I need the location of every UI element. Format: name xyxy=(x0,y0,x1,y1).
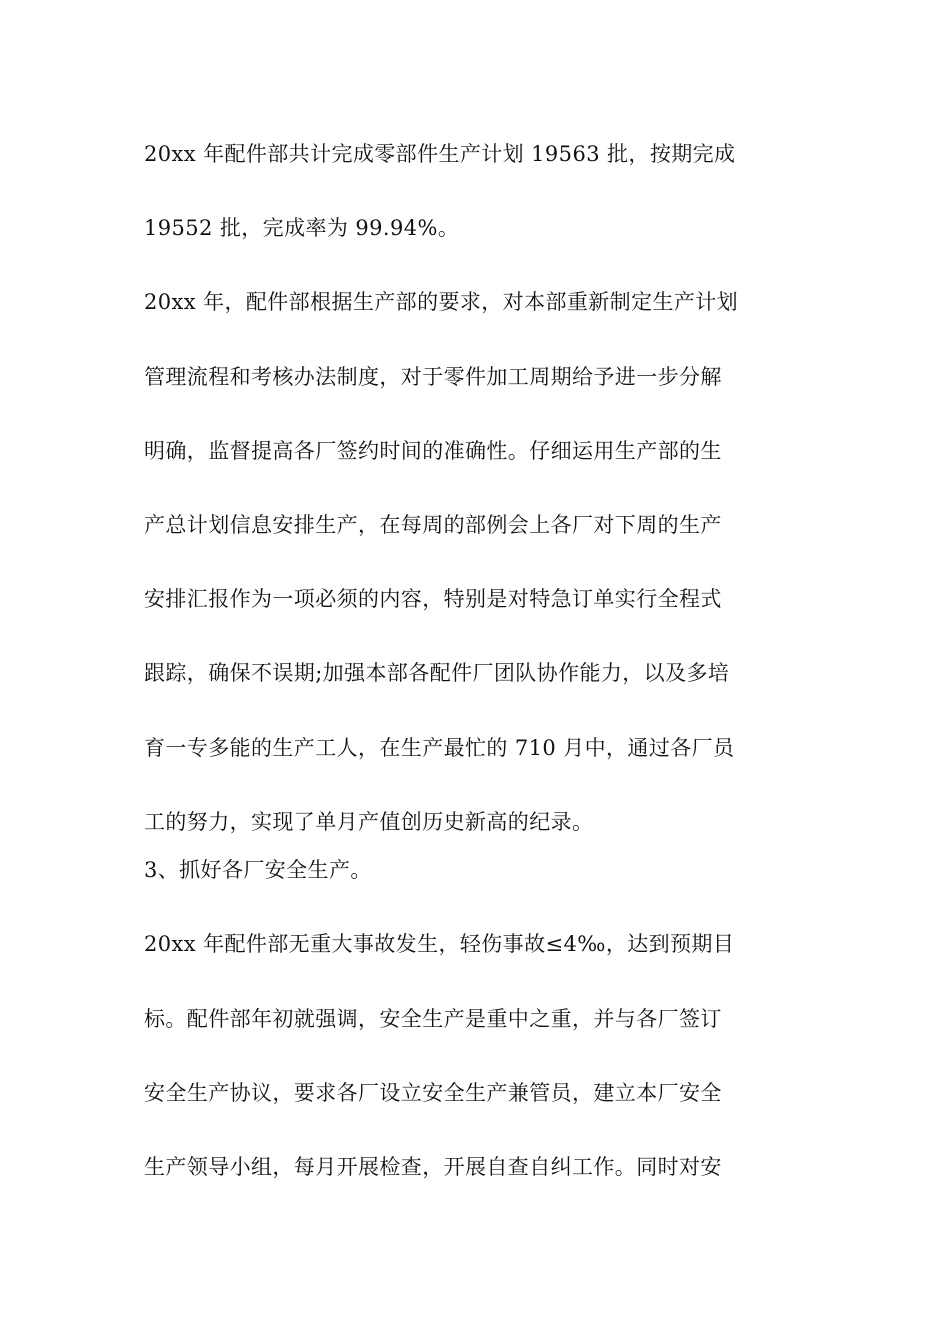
text-line: 明确，监督提高各厂签约时间的准确性。仔细运用生产部的生 xyxy=(144,439,722,463)
text-line: 跟踪，确保不误期;加强本部各配件厂团队协作能力，以及多培 xyxy=(144,661,730,685)
text-line: 标。配件部年初就强调，安全生产是重中之重，并与各厂签订 xyxy=(144,1007,722,1031)
text-line: 安排汇报作为一项必须的内容，特别是对特急订单实行全程式 xyxy=(144,587,722,611)
text-line: 生产领导小组，每月开展检查，开展自查自纠工作。同时对安 xyxy=(144,1155,722,1179)
text-line: 19552 批，完成率为 99.94%。 xyxy=(144,216,460,240)
text-line: 20xx 年配件部无重大事故发生，轻伤事故≤4‰，达到预期目 xyxy=(144,932,735,956)
section-heading: 3、抓好各厂安全生产。 xyxy=(144,858,372,882)
text-line: 20xx 年，配件部根据生产部的要求，对本部重新制定生产计划 xyxy=(144,290,739,314)
text-line: 育一专多能的生产工人，在生产最忙的 710 月中，通过各厂员 xyxy=(144,736,735,760)
text-line: 产总计划信息安排生产，在每周的部例会上各厂对下周的生产 xyxy=(144,513,722,537)
text-line: 20xx 年配件部共计完成零部件生产计划 19563 批，按期完成 xyxy=(144,142,736,166)
text-line: 安全生产协议，要求各厂设立安全生产兼管员，建立本厂安全 xyxy=(144,1081,722,1105)
text-line: 管理流程和考核办法制度，对于零件加工周期给予进一步分解 xyxy=(144,365,722,389)
text-line: 工的努力，实现了单月产值创历史新高的纪录。 xyxy=(144,810,594,834)
